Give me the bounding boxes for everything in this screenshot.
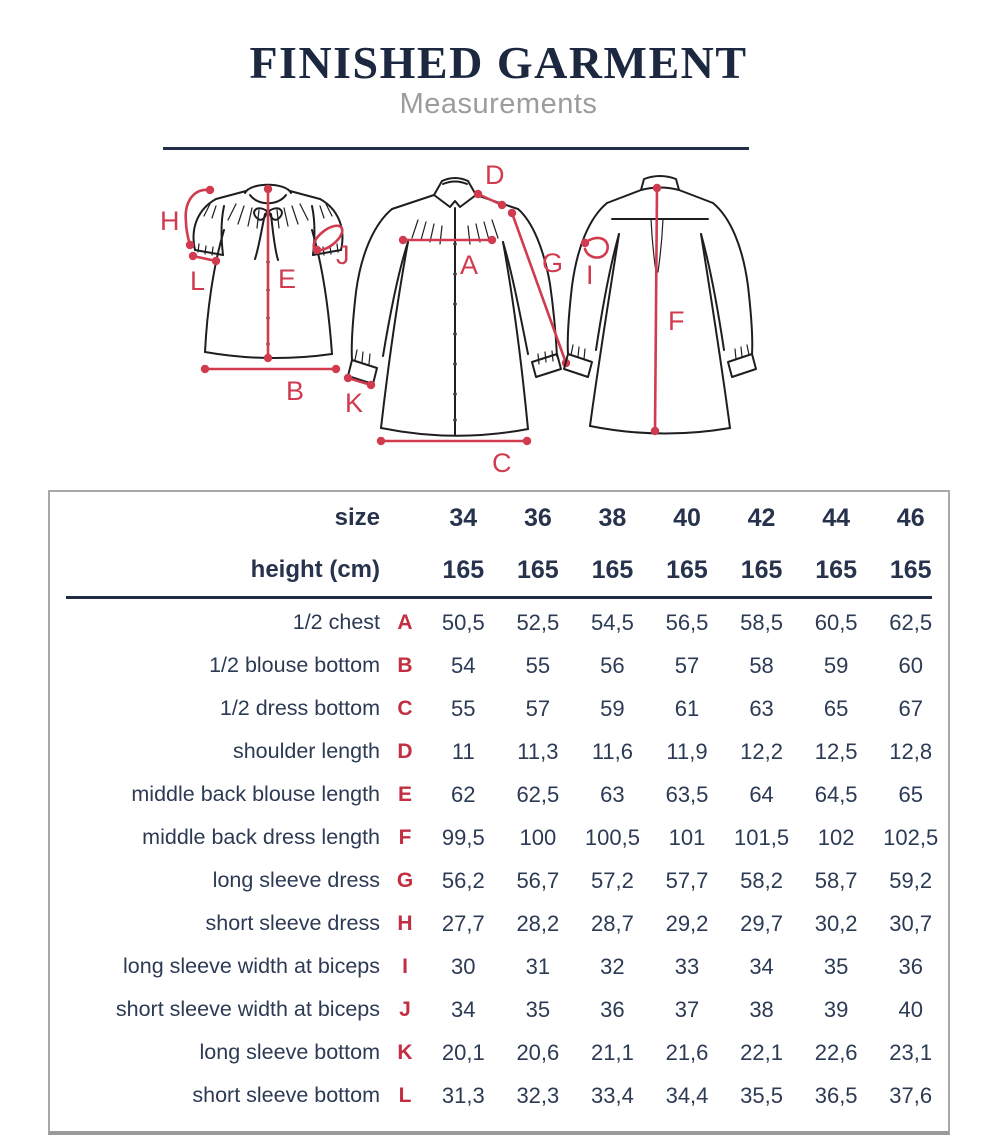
height-cell: 165 [740,555,783,584]
value-cell: 37,6 [889,1082,933,1108]
value-cell: 58,5 [740,609,783,635]
row-label: long sleeve width at biceps [123,954,380,978]
measure-label-C: C [492,448,512,478]
value-cell: 59,2 [889,867,933,893]
value-cell: 34,4 [665,1082,709,1108]
row-label: 1/2 chest [292,610,380,634]
height-cell: 165 [889,555,932,584]
value-cell: 35 [525,996,551,1022]
value-cell: 63 [749,695,774,721]
measure-H [160,186,214,249]
row-letter: F [398,825,412,849]
value-cell: 28,2 [516,910,560,936]
value-cell: 59 [823,652,849,678]
height-header-label: height (cm) [250,556,380,583]
value-cell: 58,7 [814,867,858,893]
value-cell: 29,7 [740,910,783,936]
size-cell: 34 [449,503,478,532]
value-cell: 55 [525,652,551,678]
value-cell: 22,6 [814,1039,858,1065]
row-label: shoulder length [232,739,380,763]
measure-E [264,185,296,362]
row-letter: I [402,954,408,978]
measure-L [189,252,220,296]
row-letter: D [397,739,413,763]
value-cell: 102 [817,824,855,850]
value-cell: 63 [600,781,625,807]
dress-back-diagram [564,176,756,435]
measure-C [377,437,531,478]
height-cell: 165 [442,555,485,584]
value-cell: 12,2 [740,738,783,764]
value-cell: 61 [674,695,700,721]
value-cell: 21,1 [591,1039,634,1065]
measure-K [344,374,375,418]
measure-I [581,238,608,290]
title-divider [163,147,749,150]
row-letter: B [397,653,413,677]
value-cell: 102,5 [883,824,939,850]
row-letter: A [397,610,413,634]
value-cell: 20,1 [441,1039,485,1065]
value-cell: 62,5 [889,609,933,635]
measure-D [474,162,506,209]
value-cell: 30,7 [889,910,933,936]
value-cell: 63,5 [665,781,709,807]
value-cell: 58,2 [740,867,783,893]
table-row [50,1074,948,1117]
value-cell: 57 [674,652,700,678]
value-cell: 99,5 [441,824,485,850]
row-letter: G [396,868,414,892]
value-cell: 27,7 [441,910,485,936]
size-cell: 38 [598,503,627,532]
table-body [50,599,948,1117]
row-label: middle back blouse length [131,782,380,806]
value-cell: 100,5 [584,824,640,850]
value-cell: 22,1 [740,1039,783,1065]
blouse-diagram [160,185,350,406]
table-row [50,945,948,988]
value-cell: 59 [600,695,625,721]
value-cell: 29,2 [665,910,709,936]
value-cell: 11,3 [517,738,559,764]
value-cell: 56,7 [516,867,560,893]
height-cell: 165 [516,555,559,584]
measure-G [508,209,570,367]
table-row [50,773,948,816]
height-cell: 165 [666,555,708,584]
measurement-table [48,490,950,1135]
measure-F [651,184,685,435]
value-cell: 12,8 [889,738,933,764]
value-cell: 36 [898,953,923,979]
row-label: short sleeve bottom [192,1083,380,1107]
value-cell: 65 [823,695,849,721]
value-cell: 101 [668,824,706,850]
value-cell: 40 [898,996,923,1022]
value-cell: 32,3 [516,1082,560,1108]
size-cell: 46 [896,503,925,532]
value-cell: 20,6 [516,1039,560,1065]
page-title: FINISHED GARMENT [249,37,748,88]
height-row [50,544,948,596]
value-cell: 64,5 [814,781,858,807]
size-cell: 42 [747,503,776,532]
measure-label-L: L [190,266,206,296]
measure-label-J: J [336,240,350,270]
value-cell: 50,5 [441,609,485,635]
table-row [50,816,948,859]
value-cell: 34 [749,953,774,979]
value-cell: 12,5 [814,738,858,764]
value-cell: 30 [451,953,476,979]
measure-label-G: G [542,248,564,278]
value-cell: 36 [600,996,625,1022]
value-cell: 35,5 [740,1082,783,1108]
value-cell: 23,1 [889,1039,933,1065]
value-cell: 101,5 [734,824,790,850]
table-header [50,492,948,596]
table-row [50,1031,948,1074]
garment-diagrams [0,162,997,495]
value-cell: 30,2 [814,910,858,936]
measure-label-H: H [160,206,180,236]
row-letter: C [397,696,413,720]
measure-label-I: I [586,260,594,290]
row-label: 1/2 dress bottom [219,696,380,720]
value-cell: 100 [519,824,557,850]
size-header-label: size [334,504,380,531]
value-cell: 21,6 [665,1039,709,1065]
value-cell: 56,2 [441,867,485,893]
value-cell: 28,7 [591,910,634,936]
row-label: long sleeve bottom [199,1040,380,1064]
measure-A [399,236,496,280]
table-row [50,988,948,1031]
measure-label-K: K [345,388,364,418]
value-cell: 11,6 [591,738,634,764]
value-cell: 60,5 [814,609,858,635]
table-row [50,644,948,687]
size-cell: 40 [673,503,701,532]
value-cell: 39 [823,996,849,1022]
dress-front-diagram [344,162,570,478]
height-cell: 165 [815,555,857,584]
measure-label-A: A [460,250,479,280]
value-cell: 56,5 [665,609,709,635]
row-label: long sleeve dress [212,868,380,892]
value-cell: 34 [451,996,476,1022]
row-letter: J [399,997,411,1021]
row-letter: K [397,1040,413,1064]
value-cell: 31 [525,953,551,979]
size-cell: 36 [523,503,552,532]
measure-B [201,365,340,406]
row-label: middle back dress length [142,825,380,849]
value-cell: 31,3 [441,1082,485,1108]
table-row [50,859,948,902]
value-cell: 33,4 [591,1082,634,1108]
value-cell: 60 [898,652,923,678]
value-cell: 56 [600,652,625,678]
value-cell: 38 [749,996,774,1022]
value-cell: 11,9 [666,738,708,764]
value-cell: 54,5 [591,609,634,635]
value-cell: 37 [674,996,700,1022]
row-letter: H [397,911,413,935]
page-subtitle: Measurements [399,88,598,120]
size-row [50,492,948,544]
value-cell: 35 [823,953,849,979]
height-cell: 165 [591,555,634,584]
row-label: short sleeve dress [205,911,380,935]
size-cell: 44 [822,503,851,532]
measure-label-B: B [286,376,305,406]
value-cell: 57,7 [665,867,709,893]
value-cell: 64 [749,781,774,807]
row-letter: L [398,1083,412,1107]
table-row [50,601,948,644]
value-cell: 62,5 [516,781,560,807]
measure-label-F: F [668,306,685,336]
value-cell: 33 [674,953,700,979]
row-label: short sleeve width at biceps [115,997,380,1021]
measure-label-E: E [278,264,297,294]
value-cell: 58 [749,652,774,678]
value-cell: 57,2 [591,867,634,893]
row-label: 1/2 blouse bottom [209,653,380,677]
table-row [50,687,948,730]
measure-label-D: D [485,162,505,190]
row-letter: E [397,782,412,806]
value-cell: 65 [898,781,923,807]
value-cell: 55 [451,695,476,721]
value-cell: 52,5 [516,609,560,635]
value-cell: 67 [898,695,923,721]
value-cell: 11 [451,738,475,764]
table-row [50,730,948,773]
value-cell: 54 [451,652,476,678]
table-row [50,902,948,945]
value-cell: 57 [525,695,551,721]
value-cell: 36,5 [814,1082,858,1108]
value-cell: 62 [451,781,476,807]
value-cell: 32 [600,953,625,979]
